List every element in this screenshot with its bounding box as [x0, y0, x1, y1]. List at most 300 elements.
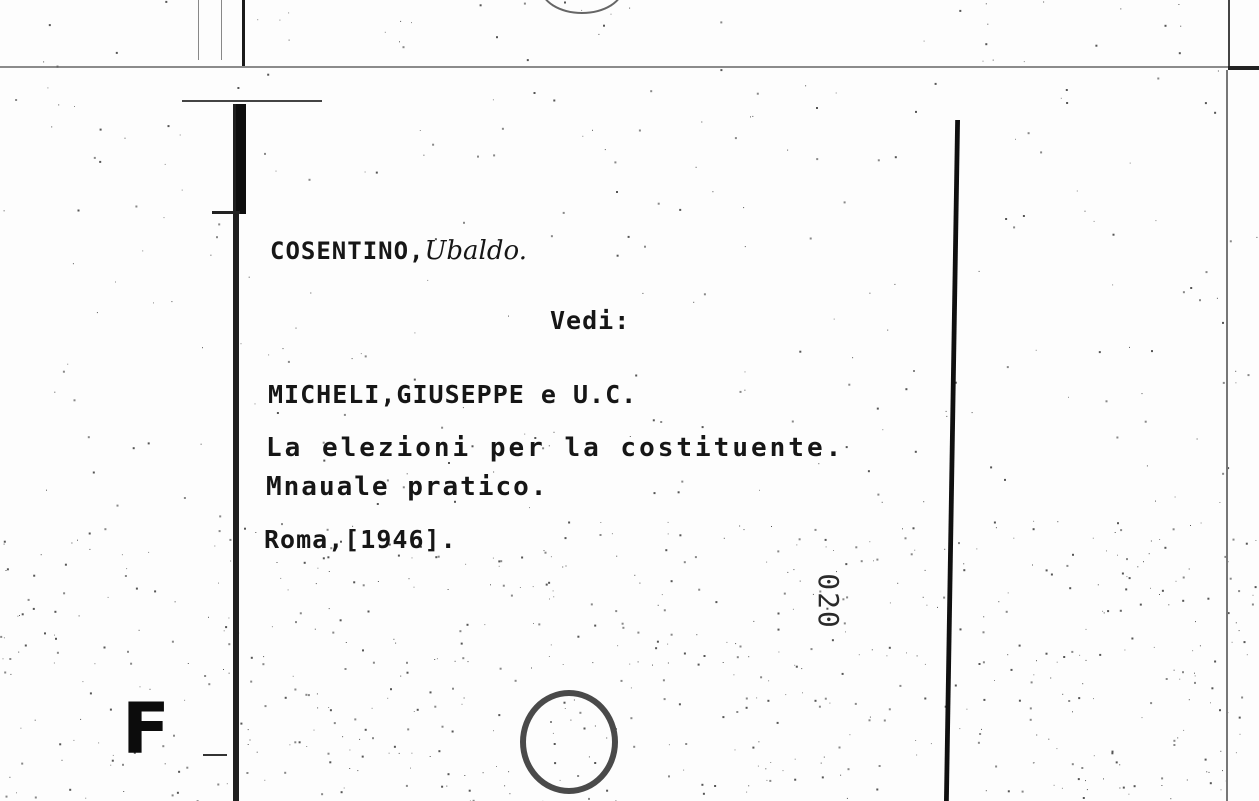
speckle-dot — [43, 61, 44, 62]
speckle-dot — [915, 111, 917, 113]
speckle-dot — [563, 212, 565, 214]
speckle-dot — [796, 544, 797, 545]
speckle-dot — [679, 534, 681, 536]
speckle-dot — [353, 581, 355, 583]
speckle-dot — [202, 347, 203, 348]
speckle-dot — [328, 753, 330, 755]
speckle-dot — [345, 668, 347, 670]
speckle-dot — [748, 785, 749, 786]
speckle-dot — [603, 25, 605, 27]
speckle-dot — [1033, 528, 1035, 530]
speckle-dot — [308, 694, 310, 696]
speckle-dot — [1151, 541, 1152, 542]
speckle-dot — [123, 791, 124, 792]
speckle-dot — [289, 744, 290, 745]
speckle-dot — [1095, 45, 1097, 47]
speckle-dot — [1036, 350, 1037, 351]
speckle-dot — [944, 549, 945, 550]
speckle-dot — [1120, 529, 1122, 531]
speckle-dot — [1194, 673, 1195, 674]
title-line-1: La elezioni per la costituente. — [266, 433, 845, 463]
speckle-dot — [638, 661, 639, 662]
speckle-dot — [644, 246, 646, 248]
speckle-dot — [746, 698, 748, 700]
speckle-dot — [829, 703, 830, 704]
speckle-dot — [824, 757, 825, 758]
speckle-dot — [1221, 789, 1222, 790]
speckle-dot — [434, 706, 436, 708]
speckle-dot — [805, 85, 806, 86]
speckle-dot — [1175, 497, 1176, 498]
speckle-dot — [341, 791, 343, 793]
speckle-dot — [704, 293, 706, 295]
speckle-dot — [1011, 669, 1013, 671]
speckle-dot — [69, 789, 71, 791]
speckle-dot — [1222, 770, 1223, 771]
speckle-dot — [877, 494, 879, 496]
speckle-dot — [1030, 719, 1032, 721]
speckle-dot — [701, 122, 702, 123]
speckle-dot — [1205, 759, 1207, 761]
speckle-dot — [983, 699, 985, 701]
speckle-dot — [1068, 397, 1069, 398]
speckle-dot — [588, 798, 590, 800]
speckle-dot — [1008, 790, 1010, 792]
speckle-dot — [365, 729, 367, 731]
speckle-dot — [959, 728, 960, 729]
speckle-dot — [263, 656, 264, 657]
speckle-dot — [71, 543, 72, 544]
speckle-dot — [925, 664, 926, 665]
speckle-dot — [78, 210, 80, 212]
speckle-dot — [869, 541, 870, 542]
speckle-dot — [1030, 707, 1032, 709]
speckle-dot — [882, 502, 883, 503]
speckle-dot — [327, 556, 329, 558]
speckle-dot — [1165, 25, 1167, 27]
speckle-dot — [1155, 501, 1156, 502]
speckle-dot — [998, 601, 999, 602]
speckle-dot — [592, 662, 593, 663]
speckle-dot — [67, 364, 68, 365]
speckle-dot — [365, 172, 366, 173]
speckle-dot — [698, 664, 700, 666]
speckle-dot — [671, 634, 673, 636]
speckle-dot — [848, 384, 850, 386]
speckle-dot — [142, 250, 143, 251]
speckle-dot — [983, 661, 985, 663]
speckle-dot — [115, 282, 116, 283]
speckle-dot — [448, 589, 449, 590]
speckle-dot — [314, 730, 315, 731]
speckle-dot — [793, 609, 794, 610]
speckle-dot — [795, 759, 796, 760]
speckle-dot — [496, 36, 498, 38]
speckle-dot — [538, 623, 540, 625]
speckle-dot — [1173, 740, 1175, 742]
speckle-dot — [592, 130, 593, 131]
speckle-dot — [265, 705, 267, 707]
speckle-dot — [251, 657, 253, 659]
speckle-dot — [1072, 711, 1073, 712]
speckle-dot — [1244, 641, 1246, 643]
speckle-dot — [668, 663, 669, 664]
speckle-dot — [94, 663, 95, 664]
speckle-dot — [462, 704, 463, 705]
speckle-dot — [168, 125, 170, 127]
top-scan-border-line — [0, 66, 1259, 68]
speckle-dot — [218, 583, 219, 584]
speckle-dot — [309, 179, 311, 181]
speckle-dot — [362, 649, 364, 651]
speckle-dot — [1180, 26, 1181, 27]
speckle-dot — [1182, 671, 1184, 673]
speckle-dot — [1211, 687, 1213, 689]
heading-surname: COSENTINO, — [270, 237, 425, 265]
speckle-dot — [33, 575, 35, 577]
speckle-dot — [249, 277, 250, 278]
speckle-dot — [54, 663, 55, 664]
speckle-dot — [1143, 561, 1144, 562]
speckle-dot — [376, 172, 378, 174]
speckle-dot — [89, 533, 91, 535]
speckle-dot — [958, 542, 960, 544]
speckle-dot — [363, 584, 365, 586]
speckle-dot — [684, 561, 686, 563]
speckle-dot — [455, 661, 456, 662]
speckle-dot — [1123, 787, 1125, 789]
speckle-dot — [1077, 191, 1078, 192]
speckle-dot — [1033, 674, 1034, 675]
speckle-dot — [683, 770, 684, 771]
speckle-dot — [441, 427, 443, 429]
speckle-dot — [1140, 604, 1142, 606]
speckle-dot — [916, 755, 917, 756]
speckle-dot — [653, 419, 655, 421]
speckle-dot — [47, 87, 48, 88]
speckle-dot — [357, 770, 358, 771]
speckle-dot — [55, 638, 57, 640]
speckle-dot — [722, 716, 724, 718]
speckle-dot — [276, 171, 277, 172]
speckle-dot — [931, 743, 932, 744]
speckle-dot — [855, 703, 857, 705]
speckle-dot — [399, 753, 400, 754]
speckle-dot — [894, 284, 895, 285]
speckle-dot — [462, 657, 464, 659]
speckle-dot — [204, 675, 206, 677]
speckle-dot — [407, 672, 409, 674]
speckle-dot — [1069, 587, 1071, 589]
speckle-dot — [438, 750, 440, 752]
speckle-dot — [1102, 611, 1103, 612]
speckle-dot — [74, 399, 76, 401]
speckle-dot — [1151, 350, 1153, 352]
speckle-dot — [172, 641, 174, 643]
speckle-dot — [1220, 751, 1221, 752]
speckle-dot — [3, 658, 4, 659]
speckle-dot — [44, 632, 46, 634]
speckle-dot — [882, 429, 883, 430]
speckle-dot — [493, 730, 494, 731]
speckle-dot — [551, 556, 552, 557]
speckle-dot — [733, 674, 734, 675]
speckle-dot — [267, 74, 269, 76]
speckle-dot — [658, 605, 659, 606]
speckle-dot — [1206, 771, 1207, 772]
speckle-dot — [490, 584, 491, 585]
speckle-dot — [459, 630, 461, 632]
speckle-dot — [996, 527, 997, 528]
speckle-dot — [63, 371, 65, 373]
speckle-dot — [629, 664, 630, 665]
speckle-dot — [306, 746, 307, 747]
speckle-dot — [1046, 653, 1048, 655]
speckle-dot — [1119, 764, 1120, 765]
speckle-dot — [1210, 702, 1211, 703]
speckle-dot — [895, 156, 897, 158]
speckle-dot — [868, 470, 870, 472]
speckle-dot — [1094, 221, 1095, 222]
speckle-dot — [668, 522, 669, 523]
speckle-dot — [736, 711, 738, 713]
speckle-dot — [399, 41, 400, 42]
speckle-dot — [240, 723, 242, 725]
speckle-dot — [1149, 553, 1150, 554]
speckle-dot — [978, 742, 980, 744]
speckle-dot — [180, 135, 181, 136]
speckle-dot — [520, 587, 521, 588]
speckle-dot — [94, 157, 96, 159]
speckle-dot — [411, 753, 412, 754]
top-right-tick — [1228, 66, 1259, 70]
speckle-dot — [993, 60, 994, 61]
speckle-dot — [614, 161, 616, 163]
speckle-dot — [423, 155, 424, 156]
speckle-dot — [1085, 211, 1086, 212]
speckle-dot — [744, 529, 745, 530]
speckle-dot — [671, 580, 673, 582]
speckle-dot — [1083, 797, 1085, 799]
speckle-dot — [777, 722, 779, 724]
speckle-dot — [496, 766, 497, 767]
speckle-dot — [787, 150, 788, 151]
speckle-dot — [662, 594, 663, 595]
speckle-dot — [767, 700, 769, 702]
speckle-dot — [1057, 521, 1058, 522]
speckle-dot — [112, 760, 114, 762]
speckle-dot — [9, 777, 10, 778]
speckle-dot — [877, 408, 879, 410]
speckle-dot — [1094, 755, 1095, 756]
speckle-dot — [668, 775, 670, 777]
speckle-dot — [300, 612, 302, 614]
speckle-dot — [77, 540, 78, 541]
speckle-dot — [223, 669, 224, 670]
speckle-dot — [657, 641, 659, 643]
speckle-dot — [295, 621, 297, 623]
speckle-dot — [1056, 748, 1057, 749]
speckle-dot — [1072, 763, 1074, 765]
speckle-dot — [783, 770, 784, 771]
speckle-dot — [406, 662, 408, 664]
speckle-dot — [1154, 647, 1155, 648]
speckle-dot — [257, 19, 258, 20]
speckle-dot — [1179, 52, 1181, 54]
speckle-dot — [1078, 697, 1080, 699]
speckle-dot — [714, 785, 716, 787]
speckle-dot — [802, 692, 803, 693]
speckle-dot — [740, 391, 742, 393]
speckle-dot — [1034, 762, 1035, 763]
speckle-dot — [743, 207, 744, 208]
speckle-dot — [73, 740, 74, 741]
speckle-dot — [800, 581, 801, 582]
speckle-dot — [872, 649, 873, 650]
speckle-dot — [684, 653, 686, 655]
speckle-dot — [889, 708, 891, 710]
speckle-dot — [701, 784, 703, 786]
speckle-dot — [80, 719, 81, 720]
speckle-dot — [4, 541, 6, 543]
speckle-dot — [1159, 594, 1160, 595]
speckle-dot — [1173, 744, 1175, 746]
speckle-dot — [467, 624, 469, 626]
speckle-dot — [1206, 271, 1208, 273]
top-left-divider-line — [242, 0, 245, 66]
speckle-dot — [394, 746, 396, 748]
speckle-dot — [97, 312, 98, 313]
speckle-dot — [1222, 473, 1224, 475]
speckle-dot — [1071, 651, 1073, 653]
speckle-dot — [756, 697, 757, 698]
speckle-dot — [598, 34, 599, 35]
speckle-dot — [664, 698, 666, 700]
speckle-dot — [766, 562, 767, 563]
speckle-dot — [344, 414, 346, 416]
speckle-dot — [842, 673, 844, 675]
speckle-dot — [372, 708, 373, 709]
speckle-dot — [925, 570, 926, 571]
speckle-dot — [906, 652, 907, 653]
speckle-dot — [1145, 421, 1147, 423]
far-right-scan-line — [1226, 70, 1228, 801]
speckle-dot — [1248, 374, 1250, 376]
speckle-dot — [1130, 163, 1131, 164]
speckle-dot — [1124, 650, 1125, 651]
speckle-dot — [79, 615, 80, 616]
speckle-dot — [332, 632, 334, 634]
speckle-dot — [778, 613, 780, 615]
speckle-dot — [1183, 577, 1185, 579]
speckle-dot — [148, 442, 150, 444]
speckle-dot — [1120, 611, 1121, 612]
speckle-dot — [182, 190, 183, 191]
top-right-edge-line — [1228, 0, 1230, 70]
speckle-dot — [994, 522, 996, 524]
speckle-dot — [22, 613, 24, 615]
speckle-dot — [1131, 638, 1133, 640]
speckle-dot — [905, 537, 907, 539]
speckle-dot — [362, 756, 364, 758]
imprint-line: Roma,[1946]. — [264, 525, 457, 554]
speckle-dot — [317, 707, 318, 708]
speckle-dot — [1048, 739, 1049, 740]
speckle-dot — [667, 644, 668, 645]
speckle-dot — [553, 590, 554, 591]
speckle-dot — [310, 293, 311, 294]
speckle-dot — [1125, 588, 1127, 590]
speckle-dot — [757, 93, 759, 95]
speckle-dot — [288, 361, 290, 363]
speckle-dot — [712, 191, 713, 192]
speckle-dot — [1063, 656, 1065, 658]
speckle-dot — [395, 643, 396, 644]
speckle-dot — [372, 737, 374, 739]
speckle-dot — [1099, 351, 1101, 353]
speckle-dot — [943, 597, 945, 599]
speckle-dot — [1112, 284, 1113, 285]
speckle-dot — [639, 130, 641, 132]
speckle-dot — [876, 789, 878, 791]
punch-hole-circle — [520, 690, 618, 794]
speckle-dot — [154, 590, 156, 592]
speckle-dot — [634, 575, 635, 576]
speckle-dot — [377, 503, 379, 505]
speckle-dot — [1082, 683, 1083, 684]
speckle-dot — [765, 768, 766, 769]
speckle-dot — [771, 526, 772, 527]
speckle-dot — [622, 627, 624, 629]
speckle-dot — [852, 357, 853, 358]
speckle-dot — [165, 164, 166, 165]
speckle-dot — [911, 553, 913, 555]
speckle-dot — [262, 663, 264, 665]
speckle-dot — [995, 766, 997, 768]
speckle-dot — [4, 672, 6, 674]
speckle-dot — [164, 217, 165, 218]
speckle-dot — [1051, 574, 1053, 576]
speckle-dot — [368, 611, 370, 613]
speckle-dot — [879, 765, 881, 767]
speckle-dot — [414, 587, 415, 588]
speckle-dot — [54, 635, 55, 636]
speckle-dot — [17, 616, 18, 617]
speckle-dot — [884, 720, 886, 722]
speckle-dot — [826, 546, 827, 547]
speckle-dot — [133, 447, 135, 449]
speckle-dot — [758, 741, 759, 742]
speckle-dot — [104, 647, 106, 649]
speckle-dot — [983, 616, 984, 617]
speckle-dot — [740, 646, 742, 648]
speckle-dot — [21, 763, 23, 765]
speckle-dot — [582, 136, 583, 137]
speckle-dot — [1170, 798, 1171, 799]
speckle-dot — [1107, 610, 1109, 612]
speckle-dot — [1043, 2, 1044, 3]
speckle-dot — [793, 569, 794, 570]
speckle-dot — [1119, 788, 1120, 789]
speckle-dot — [533, 586, 534, 587]
speckle-dot — [255, 403, 256, 404]
speckle-dot — [861, 560, 863, 562]
speckle-dot — [283, 348, 284, 349]
speckle-dot — [330, 709, 332, 711]
speckle-dot — [1201, 523, 1202, 524]
speckle-dot — [844, 201, 846, 203]
speckle-dot — [184, 497, 186, 499]
